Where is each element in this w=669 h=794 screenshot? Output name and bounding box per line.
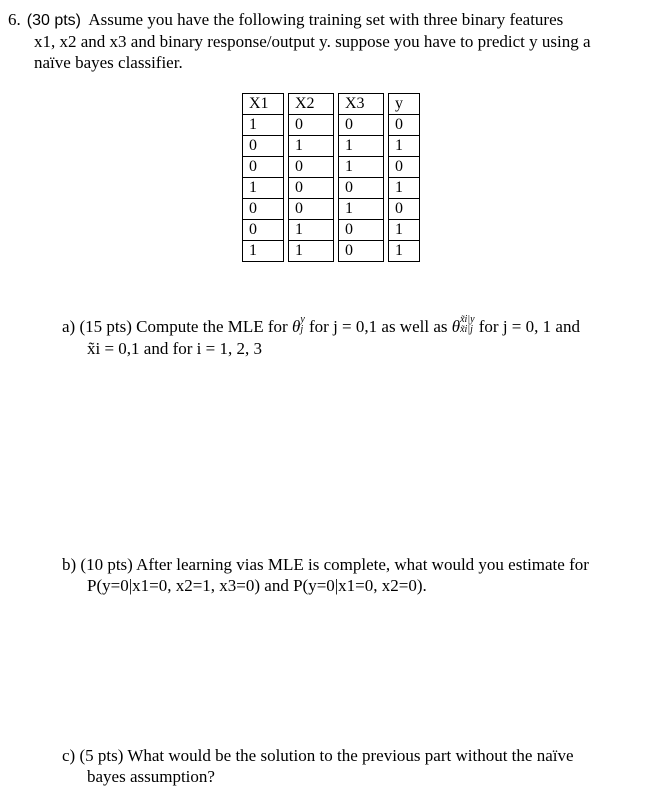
cell-x3: 1 — [339, 199, 384, 220]
question-intro-line2: x1, x2 and x3 and binary response/output y. suppose you have to predict y using a — [34, 32, 591, 51]
cell-x1: 0 — [243, 199, 284, 220]
part-a-label: a) — [62, 317, 76, 336]
part-b-line1: After learning vias MLE is complete, what would you estimate for — [136, 555, 589, 574]
table-row — [243, 220, 420, 241]
theta2-sup: x̃i|y — [460, 314, 475, 326]
question-header — [8, 9, 656, 73]
cell-x3: 1 — [339, 157, 384, 178]
cell-y: 1 — [389, 220, 420, 241]
cell-x3: 0 — [339, 178, 384, 199]
part-c — [62, 745, 654, 787]
cell-x2: 1 — [289, 241, 334, 262]
cell-y: 1 — [389, 241, 420, 262]
theta2-indices — [460, 315, 474, 335]
cell-x1: 1 — [243, 178, 284, 199]
header-x3: X3 — [339, 94, 384, 115]
header-x2: X2 — [289, 94, 334, 115]
cell-x3: 0 — [339, 220, 384, 241]
cell-x2: 0 — [289, 178, 334, 199]
part-b — [62, 554, 654, 596]
part-b-label: b) — [62, 555, 77, 574]
part-a-points: (15 pts) — [79, 317, 132, 336]
cell-x1: 1 — [243, 115, 284, 136]
header-x1: X1 — [243, 94, 284, 115]
table-row — [243, 199, 420, 220]
cell-y: 0 — [389, 199, 420, 220]
cell-x1: 0 — [243, 136, 284, 157]
table-header-row — [243, 94, 420, 115]
part-a-line2: x̃i = 0,1 and for i = 1, 2, 3 — [87, 339, 262, 359]
part-b-line2: P(y=0|x1=0, x2=1, x3=0) and P(y=0|x1=0, x2=0). — [87, 576, 427, 595]
cell-x1: 1 — [243, 241, 284, 262]
cell-x3: 1 — [339, 136, 384, 157]
theta2-sub: x̃i|j — [460, 324, 473, 336]
cell-x3: 0 — [339, 115, 384, 136]
training-set-table — [242, 93, 420, 262]
cell-y: 0 — [389, 157, 420, 178]
part-a-text1: Compute the MLE for — [136, 317, 288, 336]
table-row — [243, 115, 420, 136]
cell-x2: 1 — [289, 220, 334, 241]
cell-x2: 0 — [289, 115, 334, 136]
part-b-points: (10 pts) — [80, 555, 133, 574]
question-intro-line1: Assume you have the following training set with three binary features — [88, 10, 564, 29]
table-row — [243, 157, 420, 178]
theta-symbol: θ — [291, 317, 301, 336]
cell-x2: 0 — [289, 157, 334, 178]
table-row — [243, 241, 420, 262]
part-a — [62, 316, 654, 359]
cell-x1: 0 — [243, 220, 284, 241]
question-points: (30 pts) — [26, 12, 81, 29]
cell-x2: 0 — [289, 199, 334, 220]
cell-y: 1 — [389, 136, 420, 157]
theta1-indices — [300, 315, 304, 335]
part-c-line2: bayes assumption? — [87, 767, 215, 786]
table-row — [243, 136, 420, 157]
theta1-sub: j — [300, 324, 304, 336]
header-y: y — [389, 94, 420, 115]
cell-y: 1 — [389, 178, 420, 199]
theta1-sup: y — [300, 314, 305, 326]
question-number: 6. — [8, 10, 21, 29]
cell-x3: 0 — [339, 241, 384, 262]
part-a-text2: for j = 0,1 as well as — [309, 317, 448, 336]
part-c-label: c) — [62, 746, 76, 765]
cell-x2: 1 — [289, 136, 334, 157]
cell-y: 0 — [389, 115, 420, 136]
part-c-line1: What would be the solution to the previous part without the naïve — [127, 746, 574, 765]
part-c-points: (5 pts) — [79, 746, 124, 765]
table-row — [243, 178, 420, 199]
theta-symbol: θ — [451, 317, 461, 336]
question-intro-line3: naïve bayes classifier. — [34, 53, 183, 72]
part-a-text3: for j = 0, 1 and — [478, 317, 580, 336]
cell-x1: 0 — [243, 157, 284, 178]
